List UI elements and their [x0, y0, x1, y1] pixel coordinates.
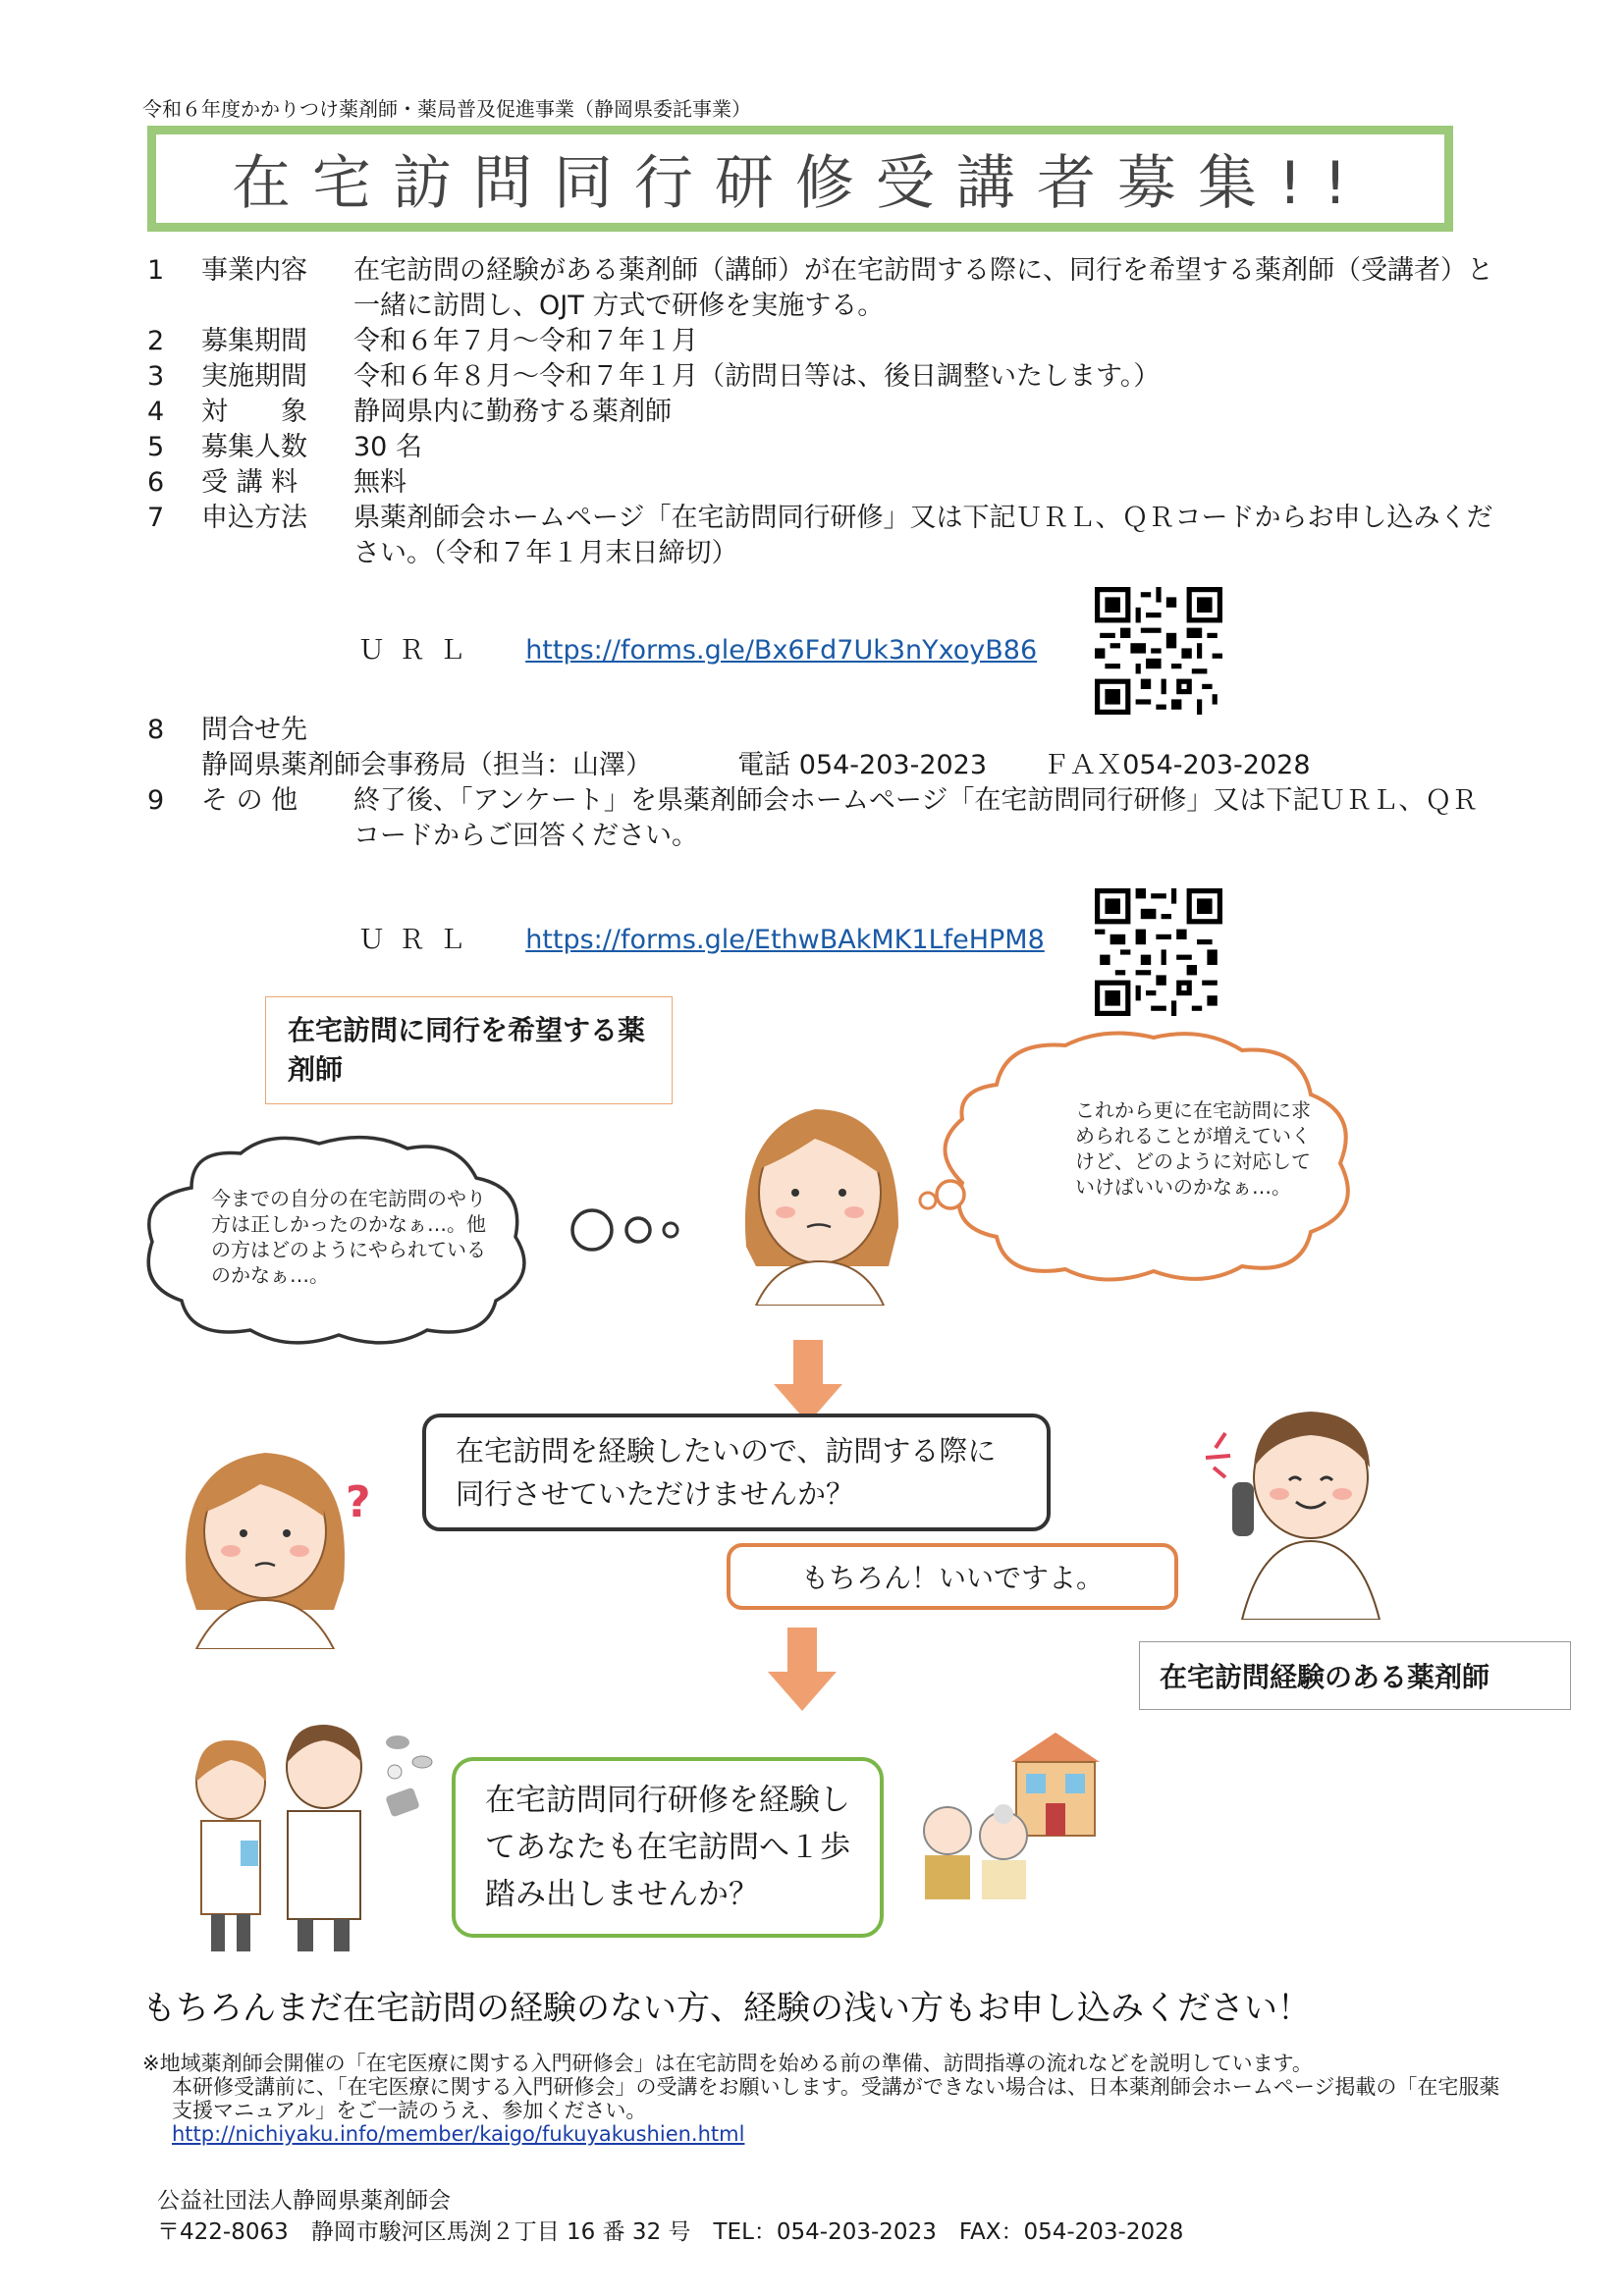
footer-address: 〒422-8063 静岡市駿河区馬渕２丁目 16 番 32 号 TEL：054-203-2023 FAX：054-203-2028 — [157, 2219, 1184, 2245]
qr-code-icon — [1095, 888, 1222, 1016]
list-item: 4 対 象 静岡県内に勤務する薬剤師 — [147, 397, 672, 427]
thought-right-text: これから更に在宅訪問に求められることが増えていくけど、どのように対応していけばいいのかなぁ…。 — [1075, 1098, 1311, 1199]
project-line: 令和６年度かかりつけ薬剤師・薬局普及促進事業（静岡県委託事業） — [142, 97, 751, 121]
thought-dots-icon — [565, 1202, 692, 1261]
title-banner — [147, 126, 1453, 232]
ringing-lines-icon — [1196, 1428, 1235, 1487]
pharmacist-worried-illustration — [717, 1070, 923, 1306]
two-pharmacists-illustration — [172, 1713, 398, 1953]
elderly-couple-icon — [913, 1796, 1041, 1899]
url-row-survey — [358, 918, 1045, 956]
closing-message: もちろんまだ在宅訪問の経験のない方、経験の浅い方もお申し込みください！ — [142, 1989, 1311, 2028]
list-item: 2 募集期間 令和６年７月～令和７年１月 — [147, 326, 698, 356]
thought-left-text: 今までの自分の在宅訪問のやり方は正しかったのかなぁ…。他の方はどのようにやられているのかなぁ…。 — [211, 1187, 486, 1287]
info-list — [147, 253, 1502, 571]
footnote-line1: ※地域薬剤師会開催の「在宅医療に関する入門研修会」は在宅訪問を始める前の準備、訪問指導の流れなどを説明しています。 — [142, 2052, 1313, 2075]
down-arrow-icon — [768, 1628, 837, 1711]
label-experienced-pharmacist: 在宅訪問経験のある薬剤師 — [1139, 1641, 1571, 1710]
footnote-line2: 本研修受講前に、「在宅医療に関する入門研修会」の受講をお願いします。受講ができない場合は、日本薬剤師会ホームページ掲載の「在宅服薬支援マニュアル」をご一読のうえ、参加ください。 — [172, 2075, 1500, 2122]
manual-link[interactable]: http://nichiyaku.info/member/kaigo/fukuyakushien.html — [172, 2122, 745, 2146]
survey-url-link[interactable]: https://forms.gle/EthwBAkMK1LfeHPM8 — [525, 925, 1045, 955]
page-title: 在宅訪問同行研修受講者募集!! — [231, 149, 1370, 218]
footnote — [142, 2052, 1507, 2146]
contact-fax: ＦＡＸ054-203-2028 — [1043, 750, 1311, 780]
qr-code-icon — [1095, 587, 1222, 715]
speech-invitation: 在宅訪問同行研修を経験してあなたも在宅訪問へ１歩踏み出しませんか？ — [452, 1757, 884, 1938]
list-item: 5 募集人数 30 名 — [147, 432, 422, 462]
label-wishing-pharmacist: 在宅訪問に同行を希望する薬剤師 — [265, 996, 673, 1104]
speech-request: 在宅訪問を経験したいので、訪問する際に同行させていただけませんか？ — [422, 1414, 1051, 1531]
list-item: 1 事業内容 在宅訪問の経験がある薬剤師（講師）が在宅訪問する際に、同行を希望する薬剤師（受講者）と一緒に訪問し、OJT 方式で研修を実施する。 — [147, 255, 1493, 321]
pharmacist-man-phone-illustration — [1213, 1394, 1409, 1620]
down-arrow-icon — [774, 1340, 842, 1423]
question-mark-icon: ? — [346, 1477, 371, 1527]
pills-icon — [373, 1728, 442, 1826]
contact-office: 静岡県薬剤師会事務局（担当：山澤） — [201, 750, 652, 780]
other-section: 9 そ の 他 終了後、「アンケート」を県薬剤師会ホームページ「在宅訪問同行研修」又は下記ＵＲＬ、ＱＲコードからご回答ください。 — [147, 785, 1479, 851]
list-item: 7 申込方法 県薬剤師会ホームページ「在宅訪問同行研修」又は下記ＵＲＬ、ＱＲコードからお申し込みください。（令和７年１月末日締切） — [147, 503, 1493, 568]
url-label: ＵＲＬ — [358, 925, 479, 955]
url-row-application — [358, 628, 1037, 667]
list-item: 3 実施期間 令和６年８月～令和７年１月（訪問日等は、後日調整いたします。） — [147, 361, 1161, 392]
url-label: ＵＲＬ — [358, 635, 479, 666]
contact-tel: 電話 054-203-2023 — [737, 750, 988, 780]
contact-section: 8 問合せ先 静岡県薬剤師会事務局（担当：山澤） 電話 054-203-2023 ＦＡＸ054-203-2028 — [147, 715, 1311, 780]
application-url-link[interactable]: https://forms.gle/Bx6Fd7Uk3nYxoyB86 — [525, 635, 1038, 666]
pharmacist-woman-illustration — [167, 1423, 373, 1649]
footer-org: 公益社団法人静岡県薬剤師会 — [157, 2188, 451, 2214]
speech-reply: もちろん！いいですよ。 — [727, 1543, 1178, 1610]
list-item: 6 受 講 料 無料 — [147, 467, 406, 498]
